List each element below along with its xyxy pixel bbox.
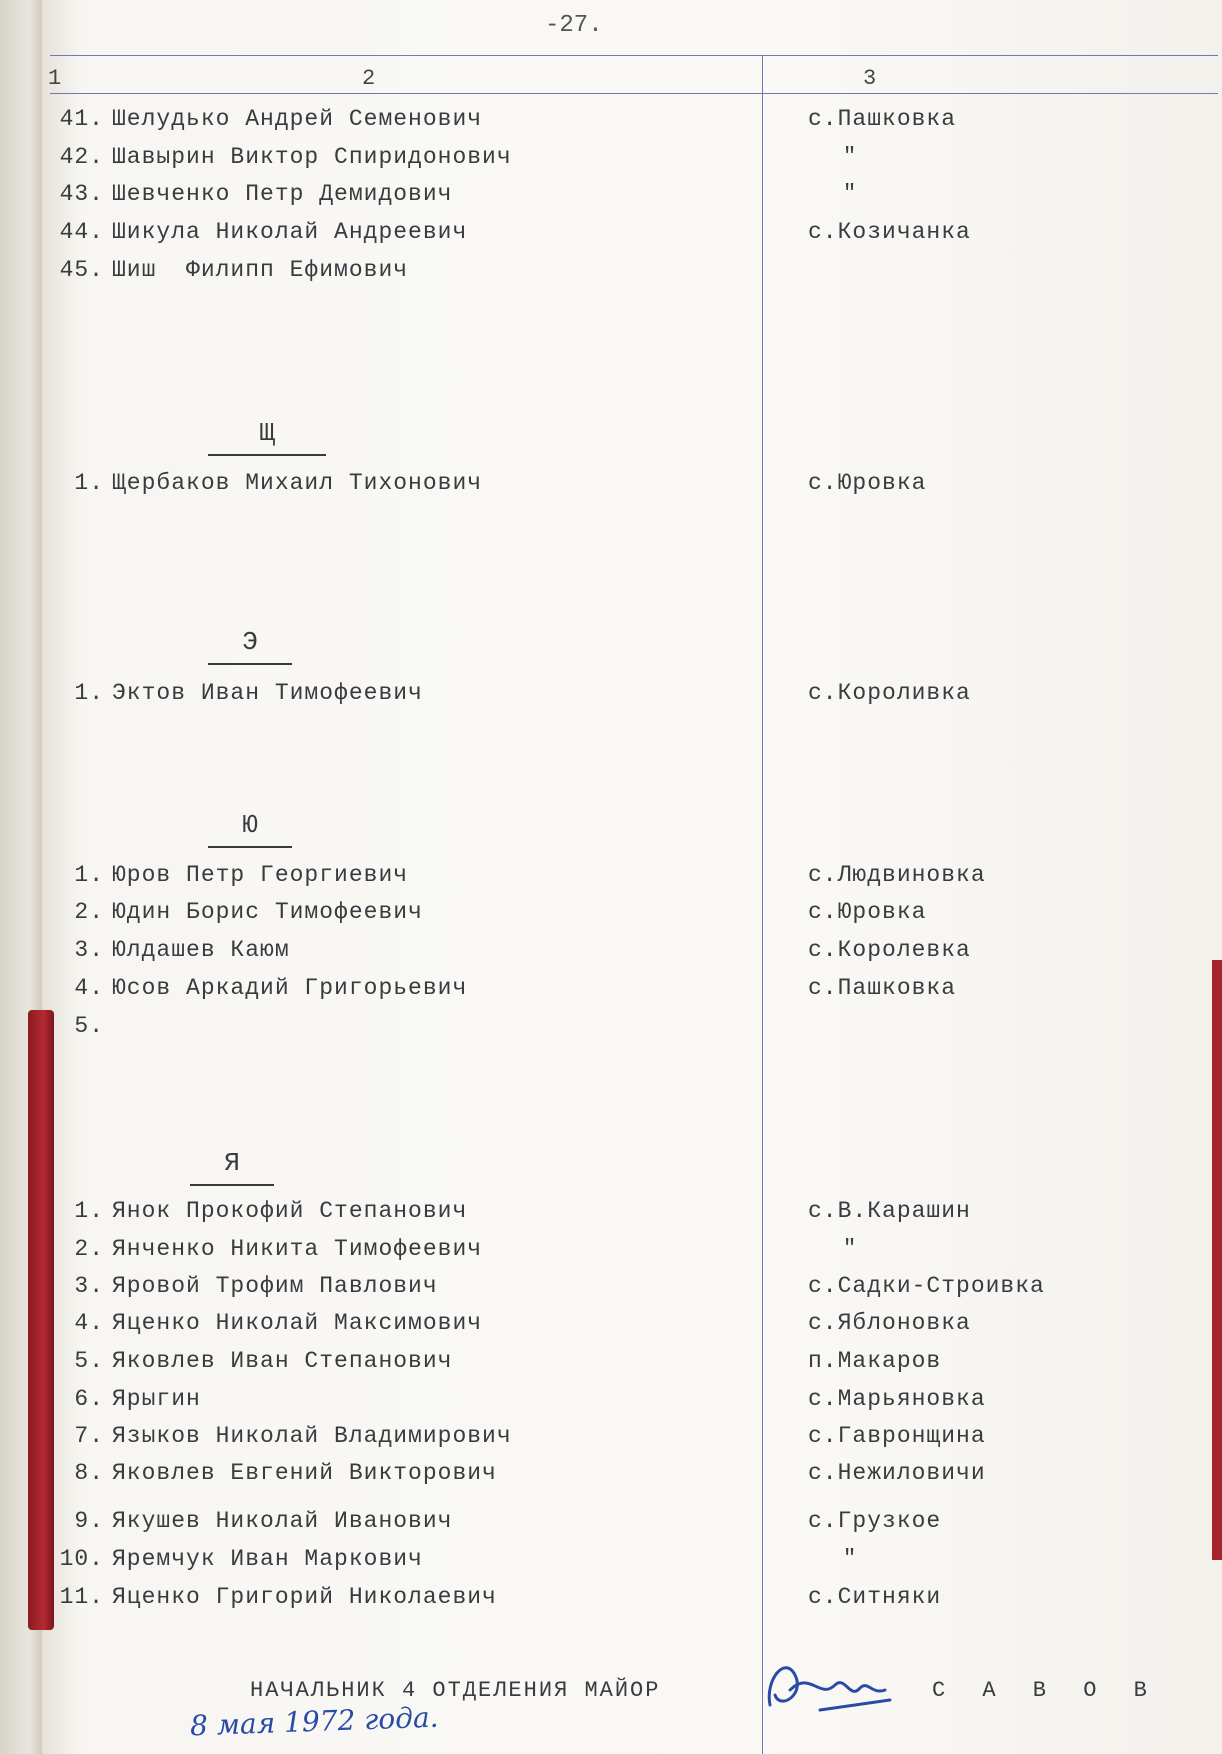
entry-number: 1. <box>74 680 104 706</box>
entry-number: 2. <box>74 899 104 925</box>
entry-place: с.В.Карашин <box>808 1198 971 1224</box>
entry-name: Шевченко Петр Демидович <box>112 181 453 207</box>
header-rule <box>50 93 1218 94</box>
list-item <box>46 862 408 888</box>
entry-place: с.Королевка <box>808 937 971 963</box>
list-item <box>46 106 482 132</box>
entry-name: Якушев Николай Иванович <box>112 1508 453 1534</box>
list-item <box>46 1423 512 1449</box>
entry-number: 7. <box>74 1423 104 1449</box>
entry-name: Шиш Филипп Ефимович <box>112 257 409 283</box>
entry-number: 4. <box>74 975 104 1001</box>
section-letter: Щ <box>259 418 275 448</box>
entry-name: Янченко Никита Тимофеевич <box>112 1236 483 1262</box>
entry-name: Юров Петр Георгиевич <box>112 862 409 888</box>
list-item <box>46 1584 497 1610</box>
entry-number: 2. <box>74 1236 104 1262</box>
entry-name: Яценко Николай Максимович <box>112 1310 483 1336</box>
list-item <box>46 1013 112 1039</box>
entry-number: 3. <box>74 937 104 963</box>
entry-place: с.Козичанка <box>808 219 971 245</box>
entry-name: Яремчук Иван Маркович <box>112 1546 423 1572</box>
list-item <box>46 1386 201 1412</box>
entry-number: 9. <box>74 1508 104 1534</box>
entry-place: с.Грузкое <box>808 1508 942 1534</box>
entry-number: 11. <box>59 1584 104 1610</box>
entry-place: с.Юровка <box>808 470 927 496</box>
entry-name: Ярыгин <box>112 1386 201 1412</box>
entry-name: Щербаков Михаил Тихонович <box>112 470 483 496</box>
list-item <box>46 899 423 925</box>
entry-place: с.Гавронщина <box>808 1423 986 1449</box>
entry-place: " <box>843 181 857 206</box>
entry-name: Янок Прокофий Степанович <box>112 1198 468 1224</box>
entry-number: 43. <box>59 181 104 207</box>
page-number: -27. <box>545 12 603 39</box>
top-rule <box>50 55 1218 56</box>
entry-place: п.Макаров <box>808 1348 942 1374</box>
entry-name: Юдин Борис Тимофеевич <box>112 899 423 925</box>
list-item <box>46 1310 482 1336</box>
list-item <box>46 1198 467 1224</box>
entry-number: 10. <box>59 1546 104 1572</box>
entry-place: " <box>843 1546 857 1571</box>
list-item <box>46 1460 497 1486</box>
entry-place: " <box>843 1236 857 1261</box>
red-cover-edge-right <box>1212 960 1222 1560</box>
list-item <box>46 470 482 496</box>
entry-place: с.Ситняки <box>808 1584 942 1610</box>
list-item <box>46 219 467 245</box>
section-letter-underline <box>190 1184 274 1186</box>
list-item <box>46 144 512 170</box>
signature-scribble <box>760 1650 900 1720</box>
entry-number: 4. <box>74 1310 104 1336</box>
column-header-1: 1 <box>48 66 62 91</box>
entry-place: с.Марьяновка <box>808 1386 986 1412</box>
entry-number: 45. <box>59 257 104 283</box>
entry-number: 6. <box>74 1386 104 1412</box>
entry-name: Шавырин Виктор Спиридонович <box>112 144 512 170</box>
entry-number: 5. <box>74 1348 104 1374</box>
entry-number: 44. <box>59 219 104 245</box>
entry-name: Яценко Григорий Николаевич <box>112 1584 497 1610</box>
entry-number: 8. <box>74 1460 104 1486</box>
entry-name: Шелудько Андрей Семенович <box>112 106 483 132</box>
entry-place: с.Юровка <box>808 899 927 925</box>
footer-title: НАЧАЛЬНИК 4 ОТДЕЛЕНИЯ МАЙОР <box>250 1678 661 1703</box>
section-letter-underline <box>208 663 292 665</box>
entry-number: 3. <box>74 1273 104 1299</box>
column-header-2: 2 <box>362 66 376 91</box>
section-letter-underline <box>208 846 292 848</box>
list-item <box>46 1546 423 1572</box>
entry-name: Юсов Аркадий Григорьевич <box>112 975 468 1001</box>
entry-number: 42. <box>59 144 104 170</box>
section-letter-underline <box>208 454 326 456</box>
entry-place: с.Пашковка <box>808 106 957 132</box>
list-item <box>46 1508 452 1534</box>
list-item <box>46 1348 452 1374</box>
entry-place: " <box>843 144 857 169</box>
list-item <box>46 1273 438 1299</box>
entry-name: Языков Николай Владимирович <box>112 1423 512 1449</box>
entry-name: Юлдашев Каюм <box>112 937 290 963</box>
footer-surname: С А В О В <box>932 1678 1159 1703</box>
list-item <box>46 1236 482 1262</box>
footer-handwritten-date: 8 мая 1972 года. <box>189 1700 440 1743</box>
entry-name: Эктов Иван Тимофеевич <box>112 680 423 706</box>
entry-number: 5. <box>74 1013 104 1039</box>
entry-name: Шикула Николай Андреевич <box>112 219 468 245</box>
entry-number: 1. <box>74 862 104 888</box>
entry-place: с.Короливка <box>808 680 971 706</box>
list-item <box>46 680 423 706</box>
column-divider <box>762 55 763 1754</box>
list-item <box>46 937 290 963</box>
entry-number: 41. <box>59 106 104 132</box>
entry-place: с.Нежиловичи <box>808 1460 986 1486</box>
list-item <box>46 257 408 283</box>
entry-place: с.Пашковка <box>808 975 957 1001</box>
column-header-3: 3 <box>863 66 877 91</box>
entry-place: с.Людвиновка <box>808 862 986 888</box>
entry-name: Яковлев Евгений Викторович <box>112 1460 497 1486</box>
entry-place: с.Яблоновка <box>808 1310 971 1336</box>
section-letter: Ю <box>242 810 258 840</box>
entry-name: Яровой Трофим Павлович <box>112 1273 438 1299</box>
entry-place: с.Садки-Строивка <box>808 1273 1045 1299</box>
entry-name: Яковлев Иван Степанович <box>112 1348 453 1374</box>
section-letter: Э <box>242 627 258 657</box>
section-letter: Я <box>224 1148 240 1178</box>
entry-number: 1. <box>74 470 104 496</box>
list-item <box>46 181 452 207</box>
list-item <box>46 975 467 1001</box>
entry-number: 1. <box>74 1198 104 1224</box>
